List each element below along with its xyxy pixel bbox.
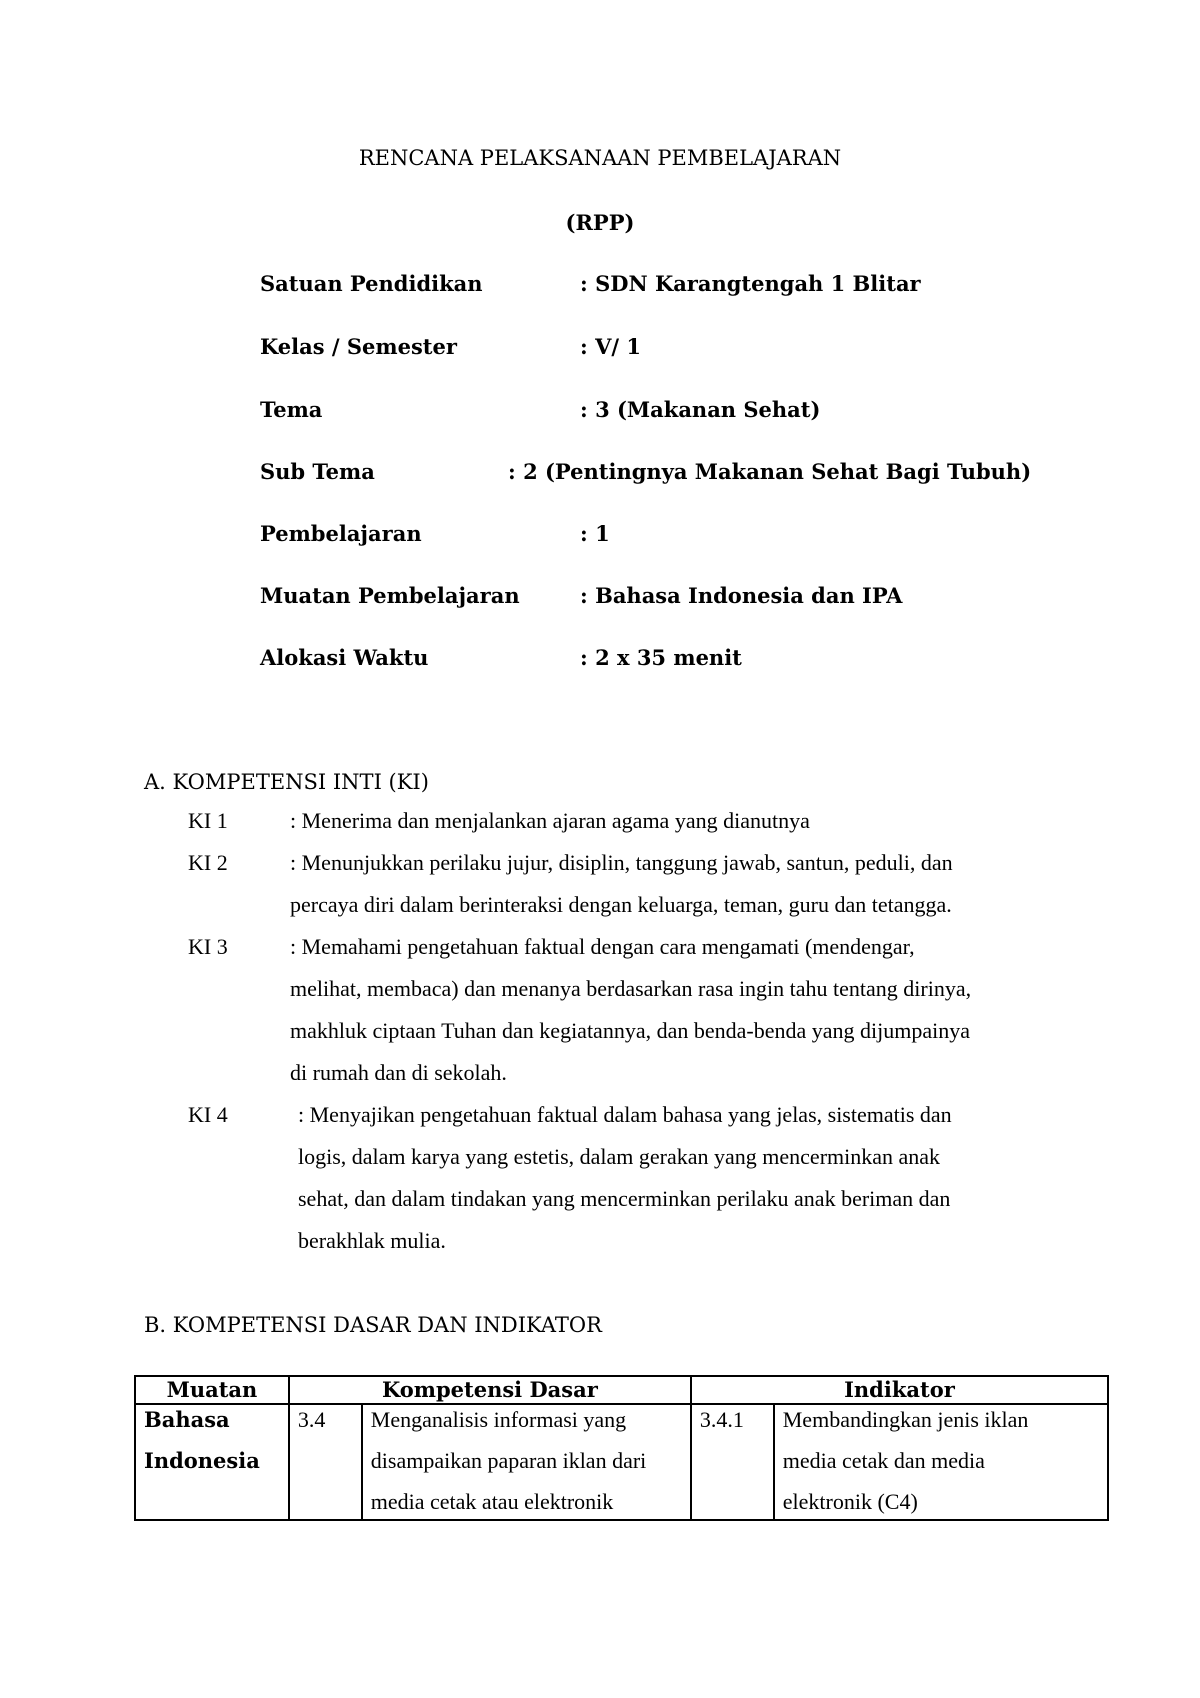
section-b-heading: B. KOMPETENSI DASAR DAN INDIKATOR	[144, 1313, 602, 1337]
ki-text-line: : Menunjukkan perilaku jujur, disiplin, tanggung jawab, santun, peduli, dan	[290, 850, 953, 875]
identity-value: : 2 (Pentingnya Makanan Sehat Bagi Tubuh)	[508, 459, 1032, 484]
indicator-line: Membandingkan jenis iklan	[782, 1407, 1029, 1432]
ki-text-line: sehat, dan dalam tindakan yang mencerminkan perilaku anak beriman dan	[298, 1186, 951, 1211]
kd-indicator-table	[134, 1375, 1109, 1521]
identity-value: : 1	[580, 521, 610, 546]
indicator-line: media cetak dan media	[782, 1448, 985, 1473]
cell-muatan	[135, 1404, 289, 1520]
document-title: RENCANA PELAKSANAAN PEMBELAJARAN	[358, 146, 842, 170]
ki-text-line: : Menerima dan menjalankan ajaran agama yang dianutnya	[290, 808, 810, 833]
muatan-line: Bahasa	[144, 1407, 230, 1432]
identity-value: : 2 x 35 menit	[580, 645, 742, 670]
kd-line: Menganalisis informasi yang	[370, 1407, 627, 1432]
document-subtitle: (RPP)	[565, 210, 635, 235]
kd-line: media cetak atau elektronik	[370, 1489, 614, 1514]
table-row	[135, 1404, 1108, 1520]
identity-label: Tema	[260, 397, 323, 422]
ki-code: KI 4	[188, 1102, 228, 1127]
ki-text-line: logis, dalam karya yang estetis, dalam gerakan yang mencerminkan anak	[298, 1144, 941, 1169]
ki-text-line: percaya diri dalam berinteraksi dengan keluarga, teman, guru dan tetangga.	[290, 892, 952, 917]
ki-text-line: : Menyajikan pengetahuan faktual dalam bahasa yang jelas, sistematis dan	[298, 1102, 952, 1127]
header-muatan: Muatan	[135, 1376, 289, 1404]
ki-text-line: makhluk ciptaan Tuhan dan kegiatannya, dan benda-benda yang dijumpainya	[290, 1018, 970, 1043]
table-header-row	[135, 1376, 1108, 1404]
ki-code: KI 3	[188, 934, 228, 959]
ki-text-line: berakhlak mulia.	[298, 1228, 446, 1253]
muatan-line: Indonesia	[144, 1448, 260, 1473]
section-a-heading: A. KOMPETENSI INTI (KI)	[144, 770, 429, 794]
identity-label: Satuan Pendidikan	[260, 271, 483, 296]
header-kompetensi-dasar: Kompetensi Dasar	[289, 1376, 691, 1404]
ki-code: KI 2	[188, 850, 228, 875]
identity-label: Sub Tema	[260, 459, 375, 484]
indicator-code: 3.4.1	[699, 1407, 744, 1432]
ki-text-line: : Memahami pengetahuan faktual dengan cara mengamati (mendengar,	[290, 934, 915, 959]
ki-text-line: di rumah dan di sekolah.	[290, 1060, 507, 1085]
cell-kd-text	[362, 1404, 691, 1520]
identity-label: Kelas / Semester	[260, 334, 457, 359]
identity-value: : SDN Karangtengah 1 Blitar	[580, 271, 921, 296]
identity-label: Muatan Pembelajaran	[260, 583, 520, 608]
identity-label: Pembelajaran	[260, 521, 422, 546]
ki-text-line: melihat, membaca) dan menanya berdasarkan rasa ingin tahu tentang dirinya,	[290, 976, 972, 1001]
identity-value: : 3 (Makanan Sehat)	[580, 397, 821, 422]
identity-value: : Bahasa Indonesia dan IPA	[580, 583, 903, 608]
header-indikator: Indikator	[691, 1376, 1108, 1404]
kd-line: disampaikan paparan iklan dari	[370, 1448, 647, 1473]
indicator-line: elektronik (C4)	[782, 1489, 918, 1514]
identity-value: : V/ 1	[580, 334, 641, 359]
kd-code: 3.4	[297, 1407, 326, 1432]
cell-kd-code	[289, 1404, 362, 1520]
identity-label: Alokasi Waktu	[260, 645, 429, 670]
cell-indicator-text	[774, 1404, 1108, 1520]
ki-code: KI 1	[188, 808, 228, 833]
cell-indicator-code	[691, 1404, 774, 1520]
